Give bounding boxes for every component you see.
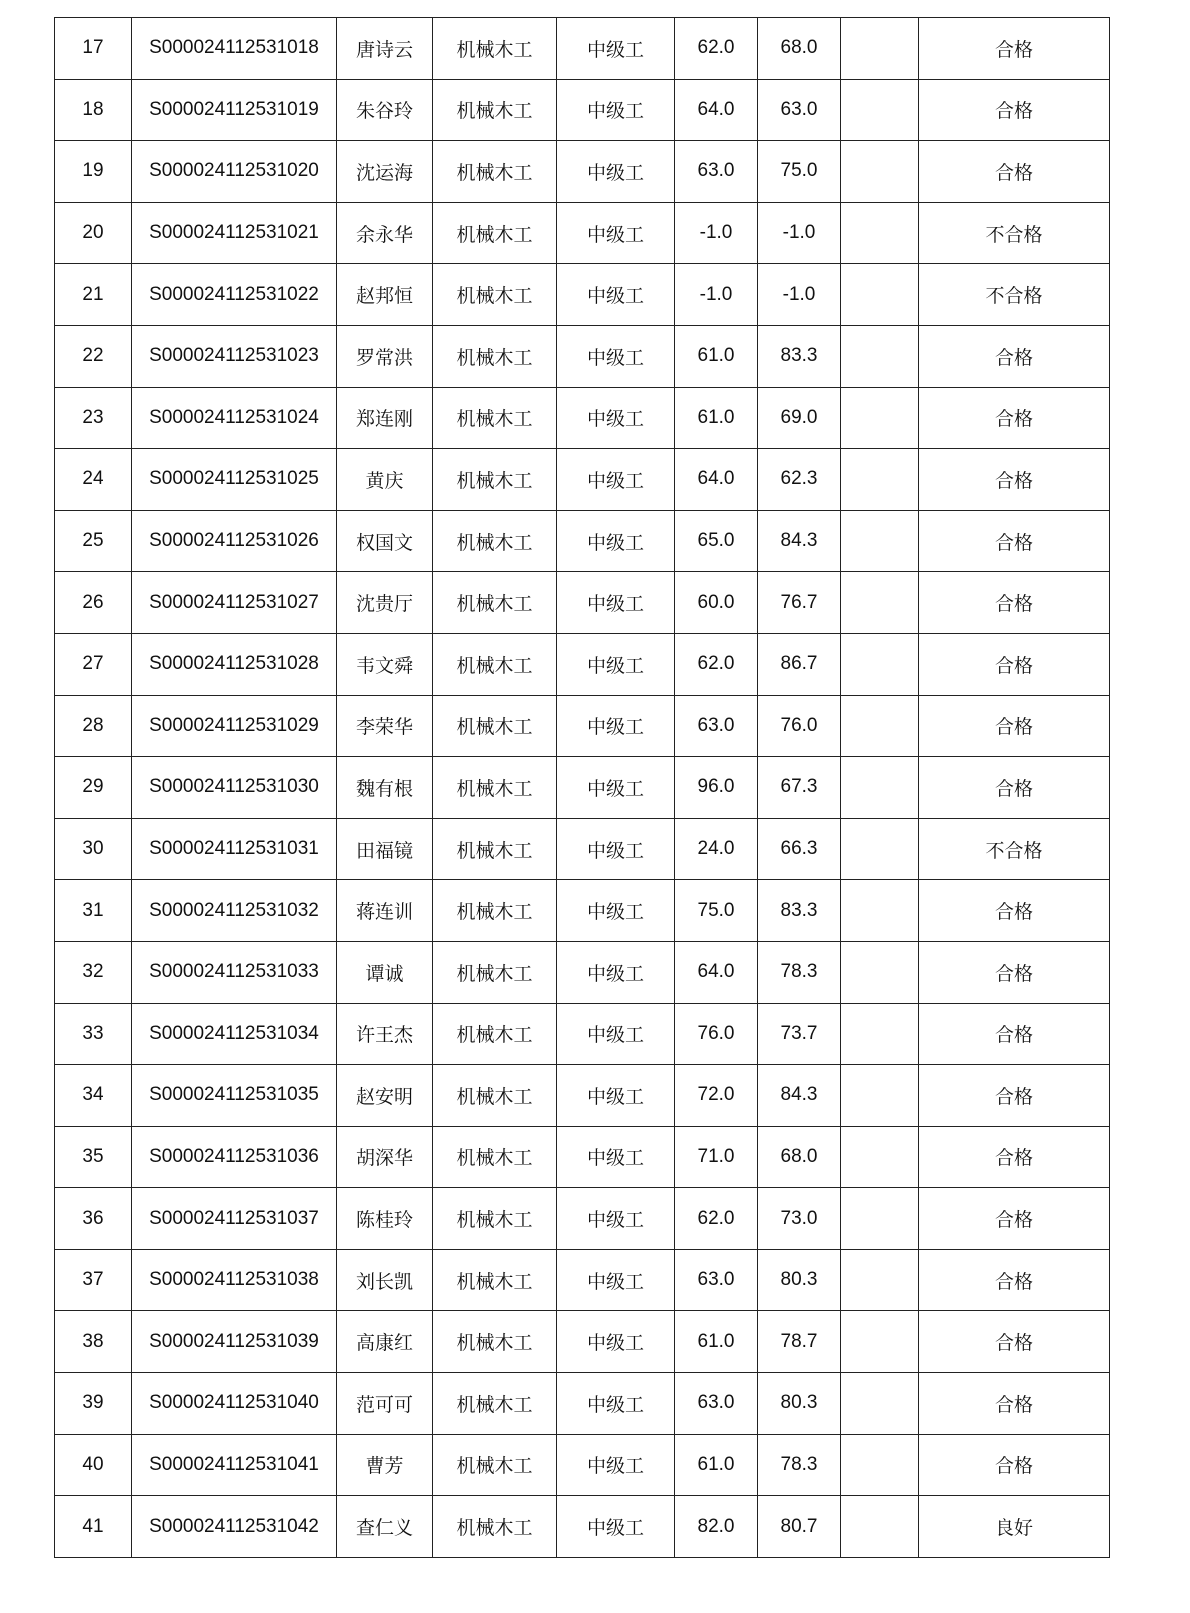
cell-theory-score: 76.0 [675, 1003, 758, 1065]
cell-result: 合格 [919, 572, 1110, 634]
cell-level: 中级工 [557, 264, 675, 326]
cell-name: 高康红 [337, 1311, 433, 1373]
cell-trade: 机械木工 [433, 202, 557, 264]
cell-practical-score: 78.7 [758, 1311, 841, 1373]
cell-result: 合格 [919, 325, 1110, 387]
table-row [55, 449, 1110, 511]
cell-extra [841, 449, 919, 511]
cell-candidate-id: S000024112531026 [132, 510, 337, 572]
cell-result: 合格 [919, 880, 1110, 942]
table-row [55, 18, 1110, 80]
cell-extra [841, 1003, 919, 1065]
table-row [55, 1434, 1110, 1496]
cell-practical-score: 80.3 [758, 1373, 841, 1435]
cell-name: 沈运海 [337, 141, 433, 203]
cell-theory-score: 62.0 [675, 1188, 758, 1250]
cell-practical-score: 84.3 [758, 510, 841, 572]
cell-level: 中级工 [557, 1065, 675, 1127]
cell-number: 26 [55, 572, 132, 634]
cell-candidate-id: S000024112531030 [132, 757, 337, 819]
cell-result: 合格 [919, 695, 1110, 757]
cell-level: 中级工 [557, 18, 675, 80]
cell-candidate-id: S000024112531034 [132, 1003, 337, 1065]
cell-extra [841, 1126, 919, 1188]
cell-trade: 机械木工 [433, 79, 557, 141]
cell-result: 良好 [919, 1496, 1110, 1558]
cell-name: 余永华 [337, 202, 433, 264]
cell-candidate-id: S000024112531024 [132, 387, 337, 449]
table-row [55, 572, 1110, 634]
cell-number: 23 [55, 387, 132, 449]
cell-trade: 机械木工 [433, 449, 557, 511]
cell-candidate-id: S000024112531018 [132, 18, 337, 80]
cell-candidate-id: S000024112531041 [132, 1434, 337, 1496]
cell-candidate-id: S000024112531037 [132, 1188, 337, 1250]
table-row [55, 818, 1110, 880]
cell-candidate-id: S000024112531025 [132, 449, 337, 511]
cell-extra [841, 633, 919, 695]
cell-candidate-id: S000024112531040 [132, 1373, 337, 1435]
cell-extra [841, 141, 919, 203]
table-row [55, 510, 1110, 572]
cell-name: 蒋连训 [337, 880, 433, 942]
table-row [55, 1249, 1110, 1311]
cell-trade: 机械木工 [433, 141, 557, 203]
cell-name: 许王杰 [337, 1003, 433, 1065]
table-row [55, 1065, 1110, 1127]
cell-name: 权国文 [337, 510, 433, 572]
cell-trade: 机械木工 [433, 633, 557, 695]
cell-theory-score: 61.0 [675, 1311, 758, 1373]
cell-trade: 机械木工 [433, 264, 557, 326]
cell-trade: 机械木工 [433, 572, 557, 634]
cell-number: 33 [55, 1003, 132, 1065]
cell-extra [841, 79, 919, 141]
cell-result: 合格 [919, 141, 1110, 203]
cell-theory-score: 75.0 [675, 880, 758, 942]
cell-name: 魏有根 [337, 757, 433, 819]
cell-candidate-id: S000024112531020 [132, 141, 337, 203]
cell-name: 曹芳 [337, 1434, 433, 1496]
cell-extra [841, 1311, 919, 1373]
cell-practical-score: 84.3 [758, 1065, 841, 1127]
cell-number: 28 [55, 695, 132, 757]
cell-level: 中级工 [557, 387, 675, 449]
table-row [55, 1003, 1110, 1065]
results-table [54, 17, 1110, 1558]
cell-level: 中级工 [557, 325, 675, 387]
table-row [55, 941, 1110, 1003]
cell-trade: 机械木工 [433, 880, 557, 942]
cell-candidate-id: S000024112531042 [132, 1496, 337, 1558]
table-row [55, 1311, 1110, 1373]
cell-theory-score: 63.0 [675, 695, 758, 757]
cell-name: 朱谷玲 [337, 79, 433, 141]
cell-theory-score: 63.0 [675, 1249, 758, 1311]
cell-trade: 机械木工 [433, 941, 557, 1003]
cell-extra [841, 325, 919, 387]
cell-trade: 机械木工 [433, 18, 557, 80]
cell-number: 27 [55, 633, 132, 695]
cell-candidate-id: S000024112531036 [132, 1126, 337, 1188]
table-row [55, 202, 1110, 264]
cell-theory-score: 61.0 [675, 387, 758, 449]
cell-practical-score: 83.3 [758, 325, 841, 387]
cell-extra [841, 264, 919, 326]
cell-name: 刘长凯 [337, 1249, 433, 1311]
cell-result: 合格 [919, 1126, 1110, 1188]
cell-candidate-id: S000024112531031 [132, 818, 337, 880]
cell-theory-score: 71.0 [675, 1126, 758, 1188]
cell-result: 合格 [919, 633, 1110, 695]
cell-trade: 机械木工 [433, 757, 557, 819]
cell-practical-score: 75.0 [758, 141, 841, 203]
cell-trade: 机械木工 [433, 1126, 557, 1188]
cell-candidate-id: S000024112531028 [132, 633, 337, 695]
cell-number: 29 [55, 757, 132, 819]
cell-level: 中级工 [557, 1188, 675, 1250]
cell-number: 22 [55, 325, 132, 387]
cell-level: 中级工 [557, 1434, 675, 1496]
cell-number: 31 [55, 880, 132, 942]
cell-number: 36 [55, 1188, 132, 1250]
cell-extra [841, 572, 919, 634]
table-row [55, 141, 1110, 203]
cell-trade: 机械木工 [433, 695, 557, 757]
cell-practical-score: 68.0 [758, 18, 841, 80]
cell-theory-score: -1.0 [675, 202, 758, 264]
cell-result: 合格 [919, 1065, 1110, 1127]
cell-extra [841, 1249, 919, 1311]
cell-extra [841, 1065, 919, 1127]
cell-trade: 机械木工 [433, 325, 557, 387]
cell-practical-score: 67.3 [758, 757, 841, 819]
cell-candidate-id: S000024112531032 [132, 880, 337, 942]
cell-name: 赵邦恒 [337, 264, 433, 326]
cell-number: 18 [55, 79, 132, 141]
table-row [55, 325, 1110, 387]
cell-candidate-id: S000024112531023 [132, 325, 337, 387]
cell-result: 合格 [919, 1188, 1110, 1250]
cell-extra [841, 510, 919, 572]
cell-level: 中级工 [557, 941, 675, 1003]
cell-theory-score: 64.0 [675, 79, 758, 141]
cell-extra [841, 202, 919, 264]
cell-level: 中级工 [557, 79, 675, 141]
cell-result: 合格 [919, 387, 1110, 449]
cell-candidate-id: S000024112531038 [132, 1249, 337, 1311]
cell-number: 30 [55, 818, 132, 880]
cell-practical-score: -1.0 [758, 202, 841, 264]
cell-practical-score: 68.0 [758, 1126, 841, 1188]
cell-theory-score: 64.0 [675, 941, 758, 1003]
cell-practical-score: 80.7 [758, 1496, 841, 1558]
cell-theory-score: -1.0 [675, 264, 758, 326]
cell-level: 中级工 [557, 1126, 675, 1188]
cell-name: 赵安明 [337, 1065, 433, 1127]
cell-level: 中级工 [557, 695, 675, 757]
cell-name: 罗常洪 [337, 325, 433, 387]
cell-level: 中级工 [557, 1249, 675, 1311]
cell-name: 田福镜 [337, 818, 433, 880]
table-row [55, 79, 1110, 141]
table-row [55, 633, 1110, 695]
cell-theory-score: 64.0 [675, 449, 758, 511]
cell-extra [841, 818, 919, 880]
cell-theory-score: 60.0 [675, 572, 758, 634]
cell-practical-score: 76.0 [758, 695, 841, 757]
cell-result: 合格 [919, 1249, 1110, 1311]
cell-candidate-id: S000024112531019 [132, 79, 337, 141]
cell-theory-score: 24.0 [675, 818, 758, 880]
cell-candidate-id: S000024112531022 [132, 264, 337, 326]
cell-candidate-id: S000024112531027 [132, 572, 337, 634]
cell-name: 陈桂玲 [337, 1188, 433, 1250]
cell-theory-score: 65.0 [675, 510, 758, 572]
cell-trade: 机械木工 [433, 510, 557, 572]
cell-extra [841, 880, 919, 942]
cell-level: 中级工 [557, 880, 675, 942]
cell-result: 合格 [919, 1373, 1110, 1435]
cell-trade: 机械木工 [433, 1373, 557, 1435]
cell-name: 韦文舜 [337, 633, 433, 695]
cell-name: 胡深华 [337, 1126, 433, 1188]
cell-name: 唐诗云 [337, 18, 433, 80]
cell-number: 25 [55, 510, 132, 572]
cell-practical-score: -1.0 [758, 264, 841, 326]
cell-practical-score: 78.3 [758, 1434, 841, 1496]
cell-number: 39 [55, 1373, 132, 1435]
cell-theory-score: 62.0 [675, 18, 758, 80]
table-body [55, 18, 1110, 1558]
cell-trade: 机械木工 [433, 1065, 557, 1127]
cell-result: 合格 [919, 1003, 1110, 1065]
cell-number: 17 [55, 18, 132, 80]
table-row [55, 695, 1110, 757]
table-row [55, 1188, 1110, 1250]
cell-number: 38 [55, 1311, 132, 1373]
cell-candidate-id: S000024112531035 [132, 1065, 337, 1127]
cell-number: 37 [55, 1249, 132, 1311]
cell-theory-score: 62.0 [675, 633, 758, 695]
cell-result: 不合格 [919, 202, 1110, 264]
cell-practical-score: 83.3 [758, 880, 841, 942]
cell-extra [841, 1496, 919, 1558]
cell-name: 查仁义 [337, 1496, 433, 1558]
table-row [55, 1126, 1110, 1188]
cell-extra [841, 1434, 919, 1496]
cell-trade: 机械木工 [433, 818, 557, 880]
cell-trade: 机械木工 [433, 387, 557, 449]
cell-number: 35 [55, 1126, 132, 1188]
cell-theory-score: 61.0 [675, 1434, 758, 1496]
cell-level: 中级工 [557, 1373, 675, 1435]
cell-candidate-id: S000024112531039 [132, 1311, 337, 1373]
cell-level: 中级工 [557, 757, 675, 819]
cell-practical-score: 73.7 [758, 1003, 841, 1065]
cell-level: 中级工 [557, 1003, 675, 1065]
cell-name: 谭诚 [337, 941, 433, 1003]
cell-level: 中级工 [557, 572, 675, 634]
cell-theory-score: 96.0 [675, 757, 758, 819]
cell-result: 合格 [919, 449, 1110, 511]
cell-trade: 机械木工 [433, 1496, 557, 1558]
cell-level: 中级工 [557, 818, 675, 880]
cell-practical-score: 69.0 [758, 387, 841, 449]
cell-practical-score: 62.3 [758, 449, 841, 511]
cell-extra [841, 757, 919, 819]
cell-theory-score: 63.0 [675, 141, 758, 203]
cell-level: 中级工 [557, 633, 675, 695]
cell-trade: 机械木工 [433, 1434, 557, 1496]
cell-trade: 机械木工 [433, 1188, 557, 1250]
cell-candidate-id: S000024112531029 [132, 695, 337, 757]
cell-practical-score: 78.3 [758, 941, 841, 1003]
cell-level: 中级工 [557, 510, 675, 572]
cell-number: 41 [55, 1496, 132, 1558]
cell-candidate-id: S000024112531021 [132, 202, 337, 264]
cell-theory-score: 61.0 [675, 325, 758, 387]
cell-number: 24 [55, 449, 132, 511]
cell-result: 合格 [919, 1311, 1110, 1373]
cell-result: 不合格 [919, 264, 1110, 326]
cell-extra [841, 941, 919, 1003]
cell-name: 郑连刚 [337, 387, 433, 449]
table-row [55, 1373, 1110, 1435]
cell-result: 合格 [919, 510, 1110, 572]
cell-result: 合格 [919, 941, 1110, 1003]
cell-theory-score: 72.0 [675, 1065, 758, 1127]
cell-trade: 机械木工 [433, 1003, 557, 1065]
cell-result: 合格 [919, 18, 1110, 80]
table-row [55, 1496, 1110, 1558]
cell-name: 李荣华 [337, 695, 433, 757]
cell-practical-score: 66.3 [758, 818, 841, 880]
cell-name: 范可可 [337, 1373, 433, 1435]
cell-theory-score: 82.0 [675, 1496, 758, 1558]
cell-practical-score: 63.0 [758, 79, 841, 141]
cell-practical-score: 86.7 [758, 633, 841, 695]
cell-level: 中级工 [557, 1496, 675, 1558]
cell-result: 合格 [919, 1434, 1110, 1496]
cell-level: 中级工 [557, 449, 675, 511]
cell-extra [841, 695, 919, 757]
table-row [55, 387, 1110, 449]
cell-level: 中级工 [557, 1311, 675, 1373]
cell-result: 合格 [919, 79, 1110, 141]
cell-extra [841, 387, 919, 449]
cell-number: 20 [55, 202, 132, 264]
cell-name: 沈贵厅 [337, 572, 433, 634]
table-row [55, 757, 1110, 819]
cell-trade: 机械木工 [433, 1311, 557, 1373]
cell-extra [841, 18, 919, 80]
cell-number: 21 [55, 264, 132, 326]
cell-number: 19 [55, 141, 132, 203]
cell-extra [841, 1188, 919, 1250]
cell-name: 黄庆 [337, 449, 433, 511]
table-row [55, 880, 1110, 942]
table-row [55, 264, 1110, 326]
cell-level: 中级工 [557, 141, 675, 203]
cell-number: 34 [55, 1065, 132, 1127]
cell-number: 32 [55, 941, 132, 1003]
cell-number: 40 [55, 1434, 132, 1496]
cell-extra [841, 1373, 919, 1435]
cell-practical-score: 73.0 [758, 1188, 841, 1250]
cell-result: 合格 [919, 757, 1110, 819]
cell-level: 中级工 [557, 202, 675, 264]
cell-theory-score: 63.0 [675, 1373, 758, 1435]
cell-candidate-id: S000024112531033 [132, 941, 337, 1003]
cell-practical-score: 76.7 [758, 572, 841, 634]
cell-trade: 机械木工 [433, 1249, 557, 1311]
cell-practical-score: 80.3 [758, 1249, 841, 1311]
cell-result: 不合格 [919, 818, 1110, 880]
